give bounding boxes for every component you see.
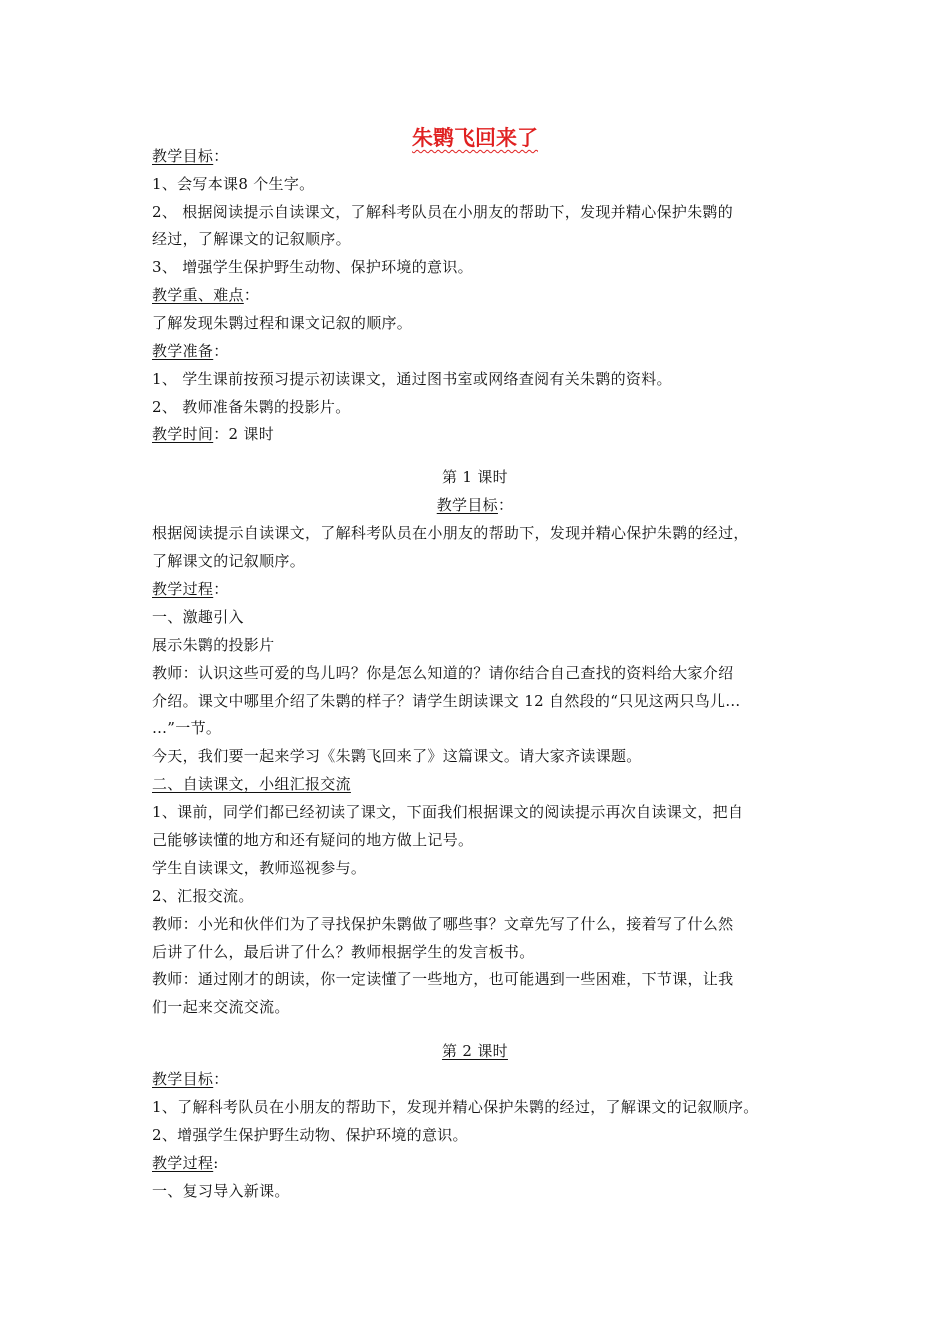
prep-item: 1、 学生课前按预习提示初读课文，通过图书室或网络查阅有关朱鹮的资料。 [152,370,672,388]
lesson1-line: 教师：认识这些可爱的鸟儿吗？你是怎么知道的？请你结合自己查找的资料给大家介绍 [152,664,734,682]
lesson1-heading: 第 1 课时 [442,468,508,486]
prep-item: 2、 教师准备朱鹮的投影片。 [152,398,351,416]
lesson1-goal-text: 了解课文的记叙顺序。 [152,552,306,570]
lesson2-heading: 第 2 课时 [442,1042,508,1060]
lesson2-goal-heading-line: 教学目标： [152,1070,229,1088]
time-line [152,423,812,445]
lesson1-line: 一、激趣引入 [152,608,244,626]
goal-item: 2、 根据阅读提示自读课文，了解科考队员在小朋友的帮助下，发现并精心保护朱鹮的 [152,203,734,221]
goals-heading-line: 教学目标： [152,147,229,165]
lesson2-heading-line [0,1040,950,1062]
key-heading: 教学重、难点 [152,286,244,304]
lesson1-line: …”一节。 [152,719,222,737]
lesson1-goal-heading-line: 教学目标： [436,496,514,514]
lesson1-line: 2、汇报交流。 [152,887,254,905]
lesson2-goal-heading: 教学目标 [152,1070,214,1088]
lesson1-line: 展示朱鹮的投影片 [152,636,275,654]
lesson1-process-heading-line: 教学过程： [152,580,229,598]
lesson2-goal-item: 1、了解科考队员在小朋友的帮助下，发现并精心保护朱鹮的经过，了解课文的记叙顺序。 [152,1098,759,1116]
goals-heading: 教学目标 [152,147,214,165]
section-heading: 二、自读课文，小组汇报交流 [152,775,351,793]
lesson1-line: 教师：通过刚才的朗读，你一定读懂了一些地方，也可能遇到一些困难，下节课，让我 [152,970,734,988]
lesson1-line: 后讲了什么，最后讲了什么？教师根据学生的发言板书。 [152,943,535,961]
lesson1-line: 今天，我们要一起来学习《朱鹮飞回来了》这篇课文。请大家齐读课题。 [152,747,642,765]
lesson1-line: 1、课前，同学们都已经初读了课文，下面我们根据课文的阅读提示再次自读课文，把自 [152,803,744,821]
lesson1-line: 学生自读课文，教师巡视参与。 [152,859,367,877]
key-text: 了解发现朱鹮过程和课文记叙的顺序。 [152,314,413,332]
key-heading-line: 教学重、难点： [152,286,260,304]
lesson1-goal-heading: 教学目标 [436,496,498,514]
lesson1-line: 己能够读懂的地方和还有疑问的地方做上记号。 [152,831,474,849]
lesson2-process-heading-line: 教学过程: [152,1154,219,1172]
lesson1-line [152,773,812,795]
time-value: ：2 课时 [213,425,275,443]
lesson1-goal-text: 根据阅读提示自读课文，了解科考队员在小朋友的帮助下，发现并精心保护朱鹮的经过， [152,524,749,542]
goal-item: 经过，了解课文的记叙顺序。 [152,230,351,248]
prep-heading: 教学准备 [152,342,214,360]
prep-heading-line: 教学准备： [152,342,229,360]
lesson1-line: 教师：小光和伙伴们为了寻找保护朱鹮做了哪些事？文章先写了什么，接着写了什么然 [152,915,734,933]
lesson1-line: 们一起来交流交流。 [152,998,290,1016]
time-heading: 教学时间 [152,425,214,443]
lesson1-process-heading: 教学过程 [152,580,214,598]
document-title: 朱鹮飞回来了 [412,126,538,150]
lesson1-line: 介绍。课文中哪里介绍了朱鹮的样子？请学生朗读课文 12 自然段的“只见这两只鸟儿… [152,692,741,710]
lesson2-line: 一、复习导入新课。 [152,1182,290,1200]
goal-item: 3、 增强学生保护野生动物、保护环境的意识。 [152,258,473,276]
lesson2-goal-item: 2、增强学生保护野生动物、保护环境的意识。 [152,1126,468,1144]
lesson2-process-heading: 教学过程 [152,1154,214,1172]
goal-item: 1、会写本课8 个生字。 [152,175,315,193]
